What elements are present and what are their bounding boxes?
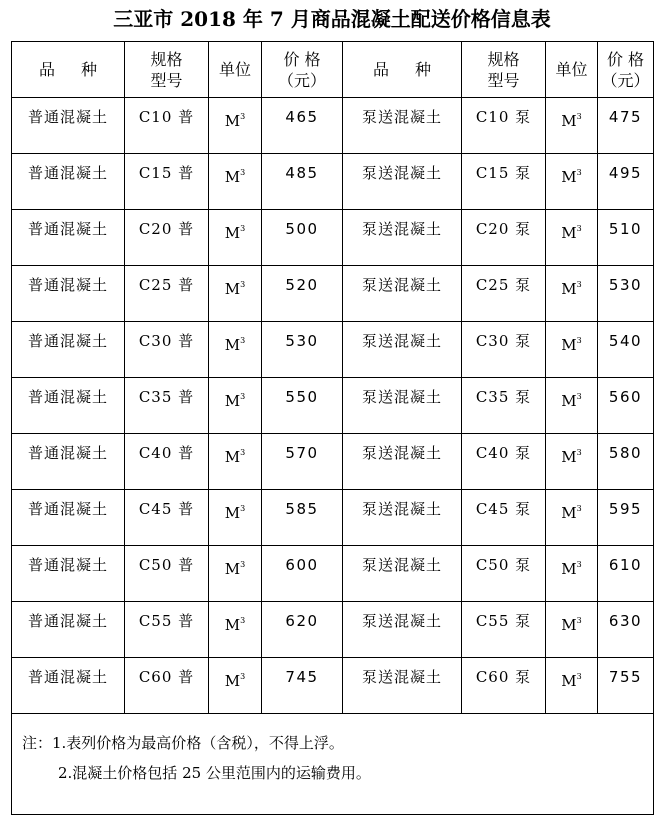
unit-label: M <box>224 504 241 522</box>
right-price-cell: 495 <box>598 154 654 210</box>
right-spec-cell: C55 泵 <box>462 602 546 658</box>
right-spec-cell: C60 泵 <box>462 658 546 714</box>
right-price-cell: 755 <box>598 658 654 714</box>
unit-superscript: 3 <box>576 336 582 345</box>
header-spec: 规格 型号 <box>462 42 546 98</box>
left-name-cell: 普通混凝土 <box>12 210 125 266</box>
unit-superscript: 3 <box>576 168 582 177</box>
unit-label: M <box>224 616 241 634</box>
right-spec-cell: C30 泵 <box>462 322 546 378</box>
left-unit-cell <box>209 658 262 714</box>
unit-label: M <box>561 168 577 186</box>
right-price-cell: 475 <box>598 98 654 154</box>
left-price-cell: 500 <box>262 210 343 266</box>
right-name-cell: 泵送混凝土 <box>343 98 462 154</box>
right-unit-cell <box>546 546 598 602</box>
left-spec-cell: C50 普 <box>125 546 209 602</box>
notes-cell <box>12 714 654 815</box>
right-price-cell: 610 <box>598 546 654 602</box>
left-unit-cell <box>209 546 262 602</box>
unit-superscript: 3 <box>576 112 582 121</box>
left-unit-cell <box>209 490 262 546</box>
left-price-cell: 600 <box>262 546 343 602</box>
unit-label: M <box>561 280 577 298</box>
right-name-cell: 泵送混凝土 <box>343 490 462 546</box>
right-spec-cell: C35 泵 <box>462 378 546 434</box>
right-unit-cell <box>546 658 598 714</box>
right-unit-cell <box>546 434 598 490</box>
left-name-cell: 普通混凝土 <box>12 266 125 322</box>
unit-superscript: 3 <box>240 504 246 513</box>
left-name-cell: 普通混凝土 <box>12 434 125 490</box>
left-name-cell: 普通混凝土 <box>12 154 125 210</box>
unit-label: M <box>224 112 241 130</box>
table-row <box>12 546 654 602</box>
left-name-cell: 普通混凝土 <box>12 546 125 602</box>
right-name-cell: 泵送混凝土 <box>343 210 462 266</box>
unit-label: M <box>224 448 241 466</box>
notes-row <box>12 714 654 815</box>
left-spec-cell: C15 普 <box>125 154 209 210</box>
table-row <box>12 434 654 490</box>
right-unit-cell <box>546 322 598 378</box>
unit-label: M <box>561 336 577 354</box>
unit-superscript: 3 <box>576 280 582 289</box>
right-unit-cell <box>546 210 598 266</box>
left-spec-cell: C60 普 <box>125 658 209 714</box>
right-price-cell: 540 <box>598 322 654 378</box>
table-row <box>12 98 654 154</box>
table-row <box>12 210 654 266</box>
left-spec-cell: C20 普 <box>125 210 209 266</box>
left-price-cell: 570 <box>262 434 343 490</box>
left-spec-cell: C10 普 <box>125 98 209 154</box>
unit-superscript: 3 <box>240 280 246 289</box>
table-row <box>12 322 654 378</box>
right-spec-cell: C40 泵 <box>462 434 546 490</box>
unit-superscript: 3 <box>576 616 582 625</box>
right-unit-cell <box>546 378 598 434</box>
left-price-cell: 530 <box>262 322 343 378</box>
unit-label: M <box>561 392 577 410</box>
right-name-cell: 泵送混凝土 <box>343 322 462 378</box>
right-name-cell: 泵送混凝土 <box>343 154 462 210</box>
right-name-cell: 泵送混凝土 <box>343 546 462 602</box>
unit-label: M <box>561 224 577 242</box>
right-price-cell: 580 <box>598 434 654 490</box>
right-price-cell: 510 <box>598 210 654 266</box>
table-row <box>12 658 654 714</box>
unit-label: M <box>224 280 241 298</box>
header-kind: 品种 <box>343 42 462 98</box>
unit-label: M <box>224 392 241 410</box>
unit-superscript: 3 <box>240 224 246 233</box>
unit-superscript: 3 <box>240 448 246 457</box>
unit-superscript: 3 <box>240 168 246 177</box>
left-price-cell: 520 <box>262 266 343 322</box>
left-unit-cell <box>209 322 262 378</box>
left-spec-cell: C25 普 <box>125 266 209 322</box>
unit-label: M <box>561 616 577 634</box>
left-name-cell: 普通混凝土 <box>12 98 125 154</box>
right-price-cell: 530 <box>598 266 654 322</box>
unit-label: M <box>561 112 577 130</box>
unit-label: M <box>561 448 577 466</box>
right-spec-cell: C10 泵 <box>462 98 546 154</box>
left-spec-cell: C45 普 <box>125 490 209 546</box>
unit-superscript: 3 <box>576 672 582 681</box>
right-price-cell: 595 <box>598 490 654 546</box>
right-unit-cell <box>546 602 598 658</box>
unit-superscript: 3 <box>240 392 246 401</box>
note-line-1: 注：1.表列价格为最高价格（含税），不得上浮。 <box>22 734 344 752</box>
left-spec-cell: C30 普 <box>125 322 209 378</box>
table-body <box>12 98 654 714</box>
left-name-cell: 普通混凝土 <box>12 490 125 546</box>
right-spec-cell: C20 泵 <box>462 210 546 266</box>
right-name-cell: 泵送混凝土 <box>343 434 462 490</box>
left-unit-cell <box>209 602 262 658</box>
left-price-cell: 620 <box>262 602 343 658</box>
left-spec-cell: C35 普 <box>125 378 209 434</box>
unit-superscript: 3 <box>240 672 246 681</box>
left-name-cell: 普通混凝土 <box>12 322 125 378</box>
header-unit: 单位 <box>546 42 598 98</box>
left-price-cell: 485 <box>262 154 343 210</box>
left-price-cell: 465 <box>262 98 343 154</box>
table-row <box>12 266 654 322</box>
left-unit-cell <box>209 266 262 322</box>
table-row <box>12 602 654 658</box>
header-row <box>12 42 654 98</box>
left-price-cell: 745 <box>262 658 343 714</box>
right-name-cell: 泵送混凝土 <box>343 378 462 434</box>
unit-superscript: 3 <box>240 112 246 121</box>
unit-superscript: 3 <box>576 224 582 233</box>
unit-label: M <box>224 168 241 186</box>
left-spec-cell: C40 普 <box>125 434 209 490</box>
left-spec-cell: C55 普 <box>125 602 209 658</box>
header-price: 价 格 （元） <box>598 42 654 98</box>
unit-superscript: 3 <box>576 560 582 569</box>
right-unit-cell <box>546 154 598 210</box>
unit-label: M <box>561 504 577 522</box>
right-name-cell: 泵送混凝土 <box>343 658 462 714</box>
header-unit: 单位 <box>209 42 262 98</box>
header-price: 价 格 （元） <box>262 42 343 98</box>
page-title: 三亚市 2018 年 7 月商品混凝土配送价格信息表 <box>113 7 551 31</box>
left-unit-cell <box>209 434 262 490</box>
left-name-cell: 普通混凝土 <box>12 658 125 714</box>
unit-superscript: 3 <box>240 336 246 345</box>
unit-label: M <box>561 672 577 690</box>
right-spec-cell: C45 泵 <box>462 490 546 546</box>
right-unit-cell <box>546 98 598 154</box>
header-kind: 品种 <box>12 42 125 98</box>
table-row <box>12 378 654 434</box>
note-line-2: 2.混凝土价格包括 25 公里范围内的运输费用。 <box>58 764 371 782</box>
right-unit-cell <box>546 490 598 546</box>
right-spec-cell: C25 泵 <box>462 266 546 322</box>
left-unit-cell <box>209 378 262 434</box>
table-row <box>12 154 654 210</box>
right-unit-cell <box>546 266 598 322</box>
right-spec-cell: C15 泵 <box>462 154 546 210</box>
left-unit-cell <box>209 98 262 154</box>
unit-superscript: 3 <box>576 504 582 513</box>
left-unit-cell <box>209 154 262 210</box>
unit-superscript: 3 <box>240 616 246 625</box>
left-unit-cell <box>209 210 262 266</box>
unit-label: M <box>561 560 577 578</box>
left-name-cell: 普通混凝土 <box>12 378 125 434</box>
unit-superscript: 3 <box>576 392 582 401</box>
unit-label: M <box>224 224 241 242</box>
table-row <box>12 490 654 546</box>
header-spec: 规格 型号 <box>125 42 209 98</box>
left-name-cell: 普通混凝土 <box>12 602 125 658</box>
unit-superscript: 3 <box>576 448 582 457</box>
right-name-cell: 泵送混凝土 <box>343 266 462 322</box>
right-price-cell: 630 <box>598 602 654 658</box>
right-price-cell: 560 <box>598 378 654 434</box>
left-price-cell: 550 <box>262 378 343 434</box>
unit-label: M <box>224 336 241 354</box>
unit-superscript: 3 <box>240 560 246 569</box>
price-table <box>11 41 654 815</box>
left-price-cell: 585 <box>262 490 343 546</box>
right-spec-cell: C50 泵 <box>462 546 546 602</box>
unit-label: M <box>224 560 241 578</box>
unit-label: M <box>224 672 241 690</box>
right-name-cell: 泵送混凝土 <box>343 602 462 658</box>
